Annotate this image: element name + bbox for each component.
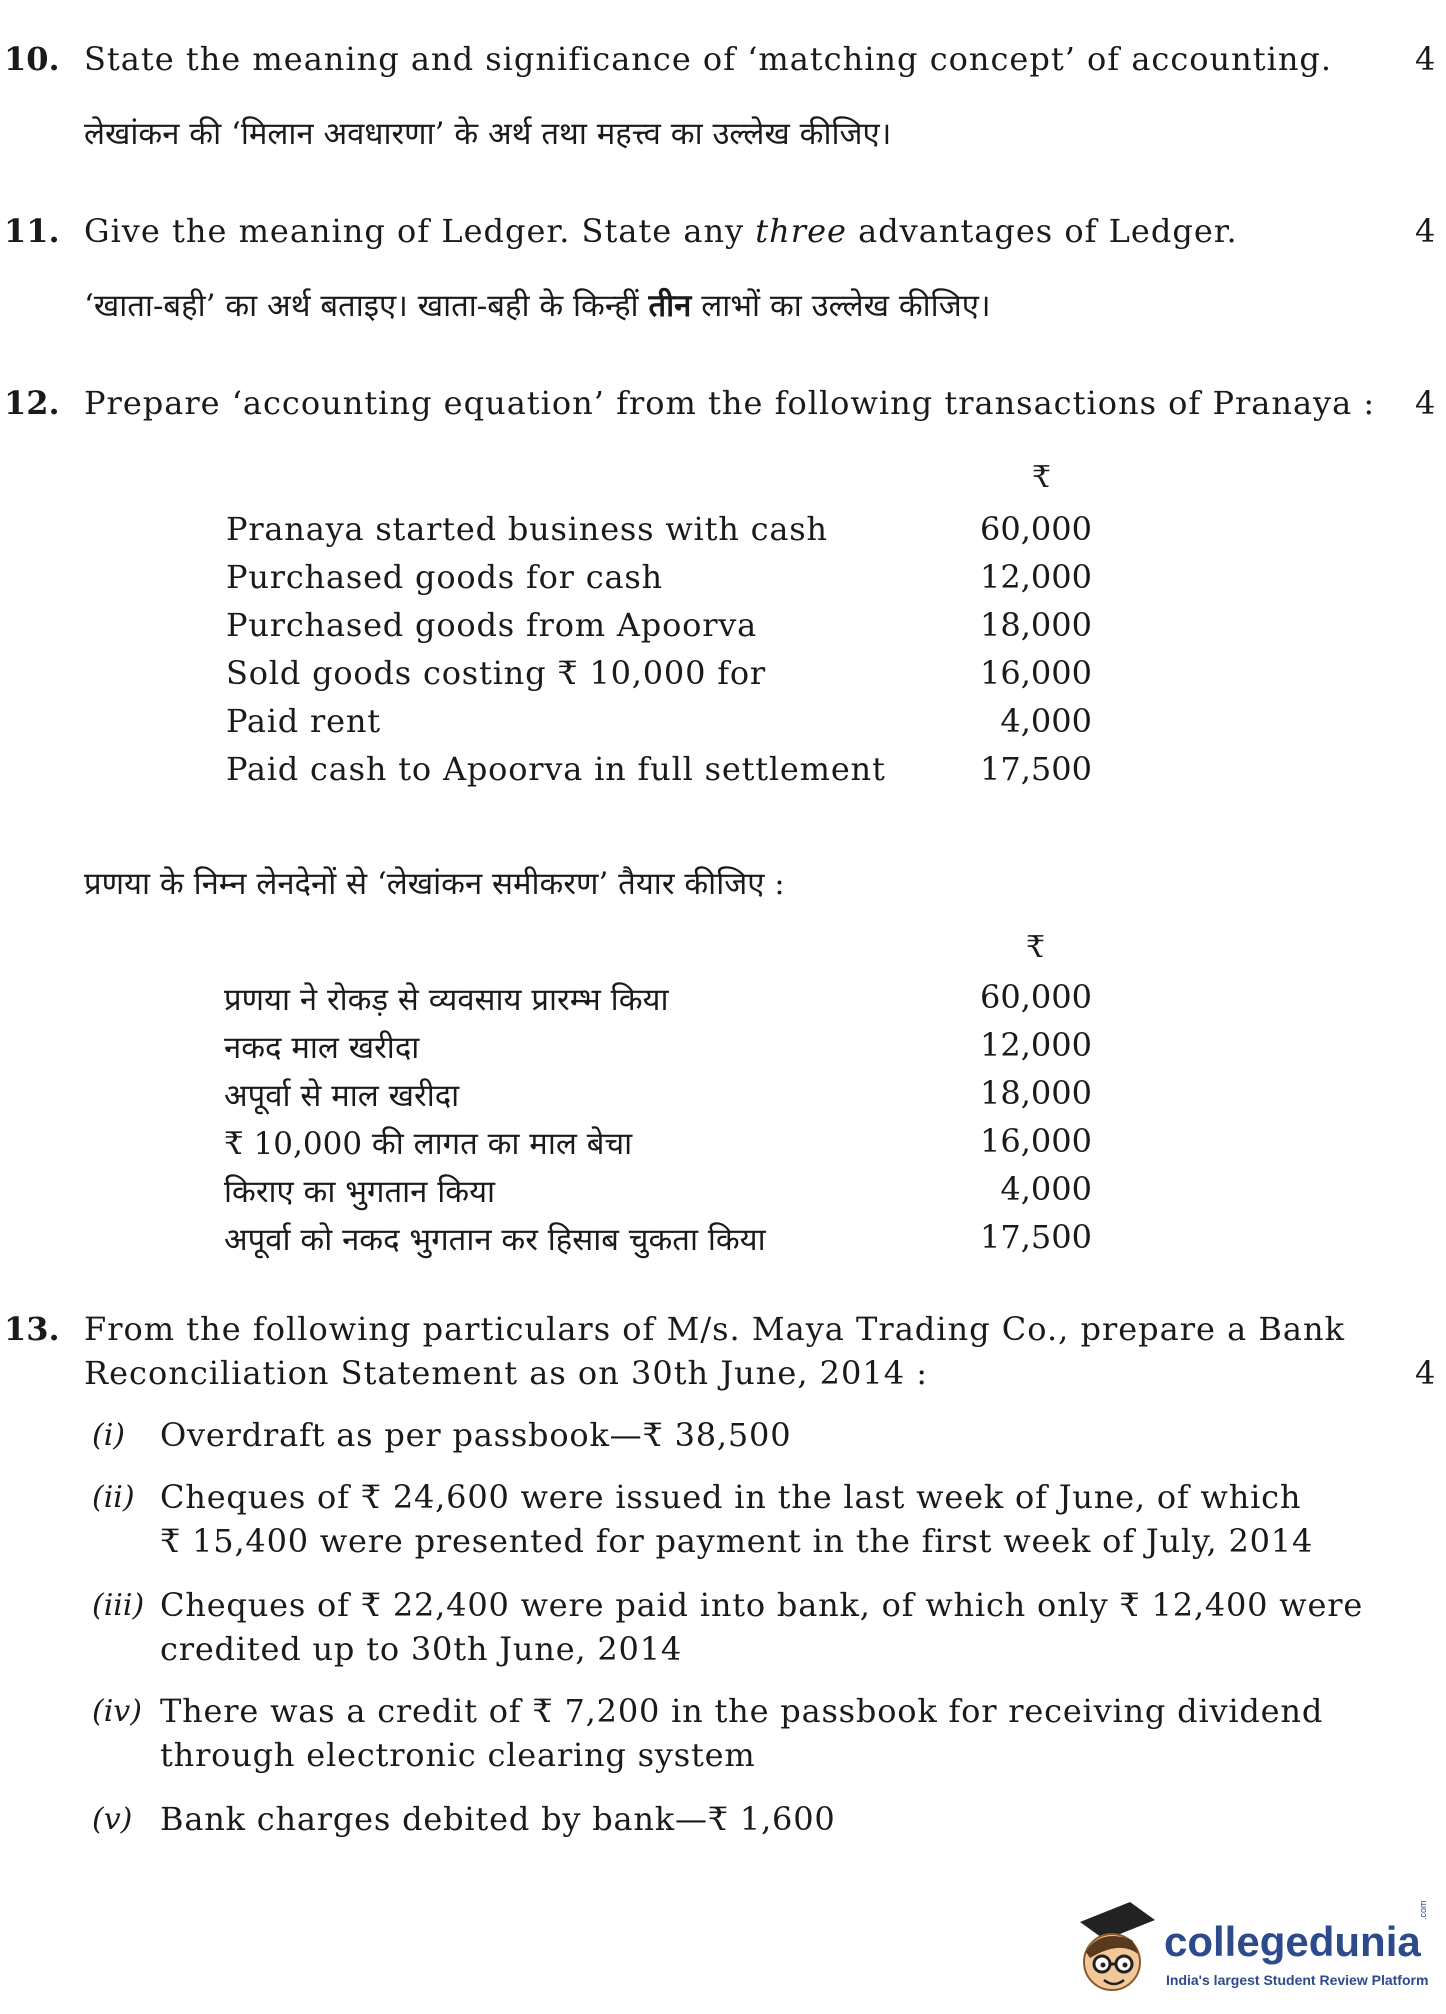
q11-marks: 4: [1415, 212, 1436, 250]
hindi-transaction-label: अपूर्वा को नकद भुगतान कर हिसाब चुकता किया: [224, 1222, 766, 1258]
transaction-amount: 16,000: [980, 654, 1092, 692]
hindi-transaction-amount: 17,500: [980, 1218, 1092, 1256]
q10-marks: 4: [1415, 40, 1436, 78]
transaction-amount: 17,500: [980, 750, 1092, 788]
hindi-transaction-amount: 12,000: [980, 1026, 1092, 1064]
q12-currency-header: ₹: [1032, 460, 1052, 495]
hindi-transaction-amount: 4,000: [1000, 1170, 1092, 1208]
transaction-amount: 12,000: [980, 558, 1092, 596]
item-text-line: through electronic clearing system: [160, 1736, 756, 1774]
hindi-transaction-amount: 18,000: [980, 1074, 1092, 1112]
transaction-label: Sold goods costing ₹ 10,000 for: [226, 654, 767, 692]
logo-suffix: .com: [1418, 1900, 1428, 1920]
item-text-line: Cheques of ₹ 22,400 were paid into bank, of which only ₹ 12,400 were: [160, 1586, 1364, 1624]
transaction-label: Paid rent: [226, 702, 381, 740]
q12-marks: 4: [1415, 384, 1436, 422]
item-numeral: (iv): [92, 1694, 142, 1729]
hindi-transaction-label: किराए का भुगतान किया: [224, 1174, 496, 1210]
q11-number: 11.: [4, 212, 60, 250]
item-text-line: credited up to 30th June, 2014: [160, 1630, 683, 1668]
item-numeral: (iii): [92, 1588, 145, 1623]
q13-line1: From the following particulars of M/s. Maya Trading Co., prepare a Bank: [84, 1310, 1345, 1348]
transaction-amount: 4,000: [1000, 702, 1092, 740]
logo-tagline: India's largest Student Review Platform: [1166, 1972, 1429, 1988]
hindi-transaction-amount: 60,000: [980, 978, 1092, 1016]
hindi-transaction-label: नकद माल खरीदा: [224, 1030, 420, 1066]
q10-hindi: लेखांकन की ‘मिलान अवधारणा’ के अर्थ तथा महत्त्व का उल्लेख कीजिए।: [84, 116, 892, 152]
item-numeral: (ii): [92, 1480, 135, 1515]
q13-number: 13.: [4, 1310, 60, 1348]
q12-hindi-currency-header: ₹: [1026, 930, 1046, 965]
q10-number: 10.: [4, 40, 60, 78]
q11-hindi: ‘खाता-बही’ का अर्थ बताइए। खाता-बही के किन्हीं तीन लाभों का उल्लेख कीजिए।: [84, 288, 991, 324]
q10-text: State the meaning and significance of ‘matching concept’ of accounting.: [84, 40, 1333, 78]
item-text-line: Cheques of ₹ 24,600 were issued in the last week of June, of which: [160, 1478, 1302, 1516]
transaction-label: Purchased goods from Apoorva: [226, 606, 758, 644]
hindi-transaction-label: अपूर्वा से माल खरीदा: [224, 1078, 460, 1114]
transaction-amount: 18,000: [980, 606, 1092, 644]
q12-number: 12.: [4, 384, 60, 422]
transaction-label: Pranaya started business with cash: [226, 510, 828, 548]
transaction-amount: 60,000: [980, 510, 1092, 548]
transaction-label: Paid cash to Apoorva in full settlement: [226, 750, 886, 788]
q13-marks: 4: [1415, 1354, 1436, 1392]
q12-text: Prepare ‘accounting equation’ from the following transactions of Pranaya :: [84, 384, 1376, 422]
item-numeral: (i): [92, 1418, 126, 1453]
q13-line2: Reconciliation Statement as on 30th June, 2014 :: [84, 1354, 929, 1392]
item-text-line: Overdraft as per passbook—₹ 38,500: [160, 1416, 792, 1454]
item-numeral: (v): [92, 1802, 133, 1837]
mascot-icon: [1070, 1900, 1160, 2000]
logo-wordmark: collegedunia: [1164, 1918, 1421, 1965]
q11-text: Give the meaning of Ledger. State any three advantages of Ledger.: [84, 212, 1238, 250]
item-text-line: Bank charges debited by bank—₹ 1,600: [160, 1800, 836, 1838]
hindi-transaction-label: प्रणया ने रोकड़ से व्यवसाय प्रारम्भ किया: [224, 982, 669, 1018]
collegedunia-logo: [1070, 1900, 1430, 2000]
transaction-label: Purchased goods for cash: [226, 558, 663, 596]
hindi-transaction-label: ₹ 10,000 की लागत का माल बेचा: [224, 1126, 633, 1162]
item-text-line: There was a credit of ₹ 7,200 in the passbook for receiving dividend: [160, 1692, 1324, 1730]
hindi-transaction-amount: 16,000: [980, 1122, 1092, 1160]
item-text-line: ₹ 15,400 were presented for payment in the first week of July, 2014: [160, 1522, 1314, 1560]
q12-hindi-intro: प्रणया के निम्न लेनदेनों से ‘लेखांकन समीकरण’ तैयार कीजिए :: [84, 866, 785, 902]
